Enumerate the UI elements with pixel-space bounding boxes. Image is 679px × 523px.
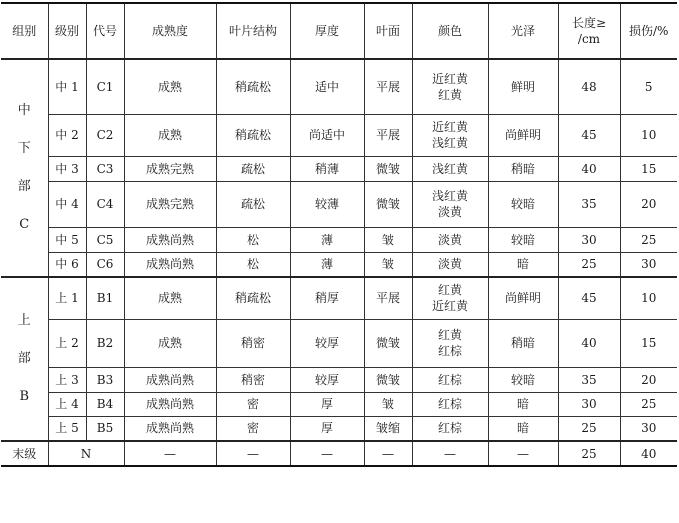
group-label-char: B [19, 389, 30, 404]
cell-damage: 10 [620, 114, 677, 156]
header-code: 代号 [86, 3, 124, 59]
cell-thickness: 薄 [290, 227, 364, 252]
color-value: 红黄 [437, 283, 462, 298]
group-label-char: C [19, 217, 30, 232]
table-row [1, 277, 677, 319]
header-thickness: 厚度 [290, 3, 364, 59]
cell-surface: 皱 [364, 252, 412, 277]
cell-length: 25 [558, 416, 620, 441]
cell-structure: 松 [216, 227, 290, 252]
cell-length: 45 [558, 277, 620, 319]
table-row [1, 252, 677, 277]
color-value: 浅红黄 [431, 161, 468, 176]
cell-luster: 较暗 [488, 227, 558, 252]
cell-code: C4 [86, 181, 124, 227]
cell-thickness: 薄 [290, 252, 364, 277]
table-row [1, 59, 677, 114]
cell-surface: 平展 [364, 59, 412, 114]
cell-structure: 稍疏松 [216, 277, 290, 319]
cell-surface: 皱缩 [364, 416, 412, 441]
cell-code: C3 [86, 156, 124, 181]
header-maturity: 成熟度 [124, 3, 216, 59]
color-value: 红棕 [437, 421, 462, 436]
header-color: 颜色 [412, 3, 488, 59]
cell-luster: 尚鲜明 [488, 277, 558, 319]
cell-grade: 上 3 [48, 367, 86, 392]
cell-surface: 微皱 [364, 181, 412, 227]
cell-damage: 15 [620, 156, 677, 181]
cell-maturity: 成熟尚熟 [124, 227, 216, 252]
color-value: 红棕 [437, 397, 462, 411]
cell-surface: 平展 [364, 114, 412, 156]
header-length-line2: /cm [577, 32, 601, 46]
cell-luster-last: — [488, 441, 558, 466]
cell-color-last: — [412, 441, 488, 466]
cell-maturity: 成熟 [124, 319, 216, 367]
cell-structure: 稍密 [216, 367, 290, 392]
cell-length: 48 [558, 59, 620, 114]
cell-group-last: 末级 [1, 441, 48, 466]
table-row [1, 319, 677, 367]
cell-damage: 25 [620, 392, 677, 416]
header-length [558, 3, 620, 59]
cell-color [412, 181, 488, 227]
cell-length: 25 [558, 252, 620, 277]
group-label-char: 上 [17, 313, 31, 328]
cell-code: B1 [86, 277, 124, 319]
cell-color [412, 319, 488, 367]
cell-luster: 暗 [488, 252, 558, 277]
color-value: 近红黄 [431, 120, 468, 134]
cell-surface: 微皱 [364, 319, 412, 367]
cell-structure: 疏松 [216, 181, 290, 227]
cell-maturity: 成熟 [124, 59, 216, 114]
header-surface: 叶面 [364, 3, 412, 59]
cell-surface: 微皱 [364, 156, 412, 181]
cell-grade: 上 1 [48, 277, 86, 319]
header-luster: 光泽 [488, 3, 558, 59]
cell-color [412, 392, 488, 416]
header-length-line1: 长度≥ [571, 16, 607, 30]
cell-damage: 20 [620, 367, 677, 392]
cell-damage: 20 [620, 181, 677, 227]
cell-damage: 15 [620, 319, 677, 367]
cell-color [412, 416, 488, 441]
cell-grade: 中 4 [48, 181, 86, 227]
cell-damage: 10 [620, 277, 677, 319]
cell-color [412, 59, 488, 114]
cell-structure: 密 [216, 392, 290, 416]
cell-luster: 暗 [488, 392, 558, 416]
cell-thickness: 稍薄 [290, 156, 364, 181]
tobacco-grade-table [1, 2, 677, 467]
cell-luster: 较暗 [488, 181, 558, 227]
table-row [1, 392, 677, 416]
cell-maturity: 成熟完熟 [124, 181, 216, 227]
color-value: 浅红黄 [431, 189, 468, 203]
cell-length: 35 [558, 367, 620, 392]
cell-structure: 疏松 [216, 156, 290, 181]
color-value: 近红黄 [431, 299, 468, 314]
cell-grade: 上 4 [48, 392, 86, 416]
cell-code: B5 [86, 416, 124, 441]
cell-code: C2 [86, 114, 124, 156]
table-row [1, 367, 677, 392]
cell-code: B4 [86, 392, 124, 416]
group-label-cell [1, 277, 48, 441]
cell-luster: 稍暗 [488, 156, 558, 181]
color-value: 红黄 [437, 328, 462, 342]
cell-structure: 密 [216, 416, 290, 441]
cell-length: 45 [558, 114, 620, 156]
cell-length: 30 [558, 392, 620, 416]
color-value: 淡黄 [437, 232, 462, 247]
cell-surface: 平展 [364, 277, 412, 319]
cell-grade: 中 6 [48, 252, 86, 277]
cell-damage: 25 [620, 227, 677, 252]
cell-maturity: 成熟完熟 [124, 156, 216, 181]
color-value: 红黄 [437, 87, 462, 102]
table-row-last-grade [1, 441, 677, 466]
cell-grade: 中 1 [48, 59, 86, 114]
cell-color [412, 252, 488, 277]
cell-length: 40 [558, 319, 620, 367]
cell-grade: 中 5 [48, 227, 86, 252]
color-value: 红棕 [437, 372, 462, 387]
header-damage: 损伤/% [620, 3, 677, 59]
color-value: 近红黄 [431, 71, 468, 86]
table-row [1, 156, 677, 181]
cell-color [412, 367, 488, 392]
cell-color [412, 156, 488, 181]
cell-thickness: 较厚 [290, 319, 364, 367]
cell-thickness: 较薄 [290, 181, 364, 227]
cell-grade: 上 2 [48, 319, 86, 367]
header-grade: 级别 [48, 3, 86, 59]
cell-structure: 松 [216, 252, 290, 277]
cell-maturity: 成熟尚熟 [124, 416, 216, 441]
cell-thickness-last: — [290, 441, 364, 466]
cell-surface: 皱 [364, 227, 412, 252]
group-label-cell [1, 59, 48, 277]
color-value: 淡黄 [437, 205, 462, 219]
cell-structure-last: — [216, 441, 290, 466]
cell-thickness: 厚 [290, 392, 364, 416]
group-label [1, 103, 48, 233]
group-label [1, 313, 48, 405]
cell-surface-last: — [364, 441, 412, 466]
cell-thickness: 较厚 [290, 367, 364, 392]
cell-code: C5 [86, 227, 124, 252]
header-group: 组别 [1, 3, 48, 59]
cell-maturity: 成熟尚熟 [124, 367, 216, 392]
cell-code: C1 [86, 59, 124, 114]
cell-grade: 中 3 [48, 156, 86, 181]
header-structure: 叶片结构 [216, 3, 290, 59]
group-label-char: 中 [17, 103, 31, 118]
cell-code: B2 [86, 319, 124, 367]
table-row [1, 227, 677, 252]
cell-structure: 稍疏松 [216, 59, 290, 114]
cell-length: 40 [558, 156, 620, 181]
cell-code: B3 [86, 367, 124, 392]
table-row [1, 181, 677, 227]
group-label-char: 部 [17, 351, 31, 366]
cell-luster: 稍暗 [488, 319, 558, 367]
cell-code: C6 [86, 252, 124, 277]
cell-color [412, 227, 488, 252]
cell-maturity: 成熟尚熟 [124, 392, 216, 416]
color-value: 红棕 [437, 344, 462, 358]
cell-luster: 尚鲜明 [488, 114, 558, 156]
cell-grade: 上 5 [48, 416, 86, 441]
cell-luster: 暗 [488, 416, 558, 441]
cell-color [412, 114, 488, 156]
cell-maturity: 成熟 [124, 277, 216, 319]
cell-grade: 中 2 [48, 114, 86, 156]
cell-thickness: 厚 [290, 416, 364, 441]
table-row [1, 114, 677, 156]
cell-maturity: 成熟 [124, 114, 216, 156]
group-label-char: 下 [17, 141, 31, 156]
cell-structure: 稍疏松 [216, 114, 290, 156]
cell-damage: 30 [620, 416, 677, 441]
cell-thickness: 适中 [290, 59, 364, 114]
cell-length: 30 [558, 227, 620, 252]
cell-damage: 5 [620, 59, 677, 114]
cell-code-last: N [48, 441, 124, 466]
group-label-char: 部 [17, 179, 31, 194]
table-row [1, 416, 677, 441]
header-row [1, 3, 677, 59]
cell-surface: 微皱 [364, 367, 412, 392]
cell-structure: 稍密 [216, 319, 290, 367]
cell-luster: 较暗 [488, 367, 558, 392]
cell-length-last: 25 [558, 441, 620, 466]
cell-maturity: 成熟尚熟 [124, 252, 216, 277]
cell-thickness: 尚适中 [290, 114, 364, 156]
cell-damage: 30 [620, 252, 677, 277]
cell-surface: 皱 [364, 392, 412, 416]
cell-damage-last: 40 [620, 441, 677, 466]
cell-color [412, 277, 488, 319]
color-value: 浅红黄 [431, 136, 468, 150]
cell-luster: 鲜明 [488, 59, 558, 114]
cell-length: 35 [558, 181, 620, 227]
cell-thickness: 稍厚 [290, 277, 364, 319]
table-body [1, 3, 677, 466]
color-value: 淡黄 [437, 257, 462, 272]
cell-maturity-last: — [124, 441, 216, 466]
